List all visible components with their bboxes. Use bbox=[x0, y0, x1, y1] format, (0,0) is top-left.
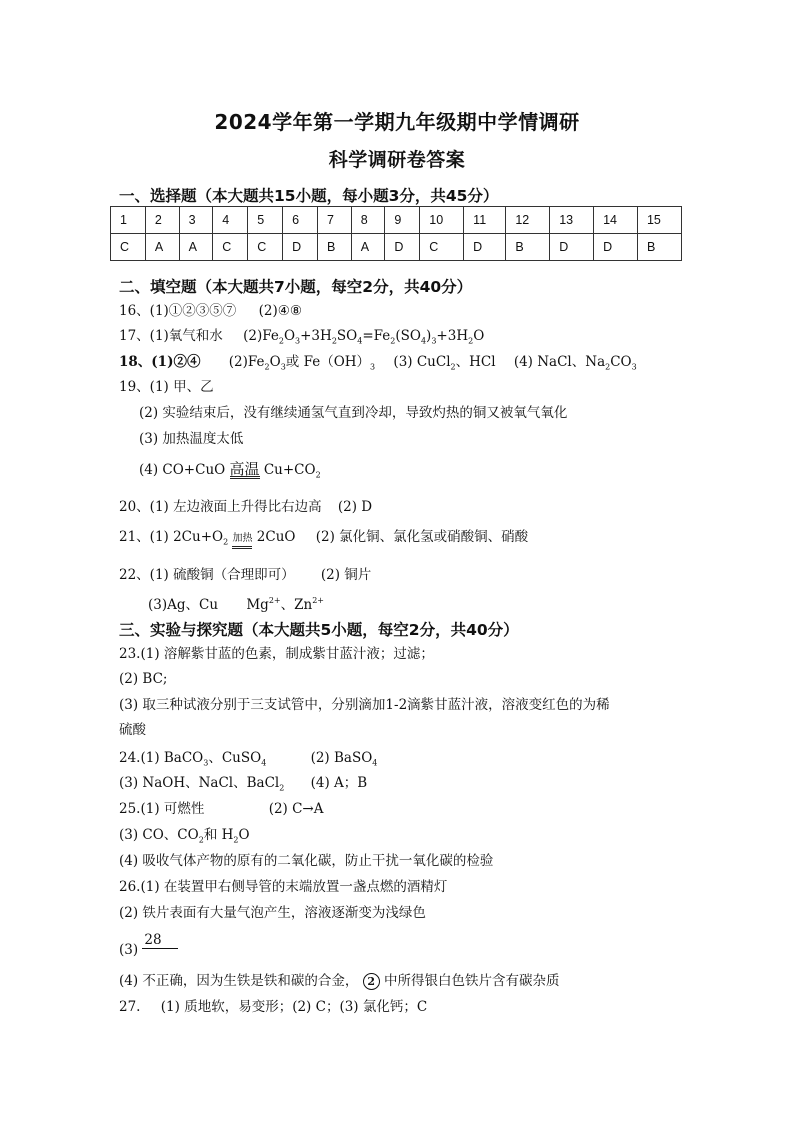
question-number-cell: 6 bbox=[283, 207, 318, 234]
question-number-cell: 1 bbox=[111, 207, 146, 234]
question-number-cell: 3 bbox=[179, 207, 213, 234]
answer-cell: D bbox=[594, 234, 638, 261]
answer-q24-row1: 24.(1) BaCO$_3$、CuSO$_4$ (2) BaSO$_4$ bbox=[119, 750, 378, 768]
answer-cell: B bbox=[506, 234, 550, 261]
answer-q24-row2: (3) NaOH、NaCl、BaCl$_2$ (4) A；B bbox=[119, 775, 368, 793]
answer-cell: A bbox=[145, 234, 179, 261]
reaction-condition-heat: 加热 bbox=[232, 532, 252, 549]
answer-q22-1: 22、(1) 硫酸铜（合理即可） (2) 铜片 bbox=[119, 567, 372, 583]
equation-q17: $(2)Fe_2O_3+3H_2SO_4=Fe_2(SO_4)_3+3H_2O$ bbox=[243, 328, 485, 346]
answer-q18: 18、(1)②④ $(2)Fe_2O_3$或 $Fe(OH)_3$ (3) CuCl$_2$、HCl (4) NaCl、$Na_2CO_3$ bbox=[119, 354, 637, 372]
fraction-numerator: 28 bbox=[142, 932, 177, 949]
answer-q19-2: (2) 实验结束后，没有继续通氢气直到冷却，导致灼热的铜又被氧气氧化 bbox=[139, 405, 568, 421]
answer-q27: 27. (1) 质地软，易变形；(2) C；(3) 氯化钙；C bbox=[119, 999, 428, 1015]
question-number-row bbox=[111, 207, 682, 234]
question-number-cell: 8 bbox=[351, 207, 385, 234]
section3-heading: 三、实验与探究题（本大题共5小题，每空2分，共40分） bbox=[119, 621, 519, 639]
answer-q25-row1: 25.(1) 可燃性 (2) C→A bbox=[119, 801, 324, 817]
answer-cell: C bbox=[248, 234, 283, 261]
answer-cell: B bbox=[318, 234, 352, 261]
answer-q25-row2: (3) CO、$CO_2$和 $H_2O$ bbox=[119, 827, 250, 845]
question-number-cell: 15 bbox=[637, 207, 681, 234]
question-number-cell: 9 bbox=[385, 207, 420, 234]
answer-cell: C bbox=[111, 234, 146, 261]
answer-q22-3: (3)Ag、Cu $Mg^{2+}$、$Zn^{2+}$ bbox=[148, 596, 324, 613]
answer-q25-row3: (4) 吸收气体产物的原有的二氧化碳，防止干扰一氧化碳的检验 bbox=[119, 853, 494, 869]
question-number-cell: 2 bbox=[145, 207, 179, 234]
answer-q26-2: (2) 铁片表面有大量气泡产生，溶液逐渐变为浅绿色 bbox=[119, 905, 426, 921]
answer-q26-4: (4) 不正确，因为生铁是铁和碳的合金， 2 中所得银白色铁片含有碳杂质 bbox=[119, 973, 560, 989]
answer-q23-3: (3) 取三种试液分别于三支试管中，分别滴加1-2滴紫甘蓝汁液，溶液变红色的为稀 bbox=[119, 697, 610, 713]
document-title: 2024学年第一学期九年级期中学情调研 bbox=[214, 110, 580, 134]
answer-q26-1: 26.(1) 在装置甲右侧导管的末端放置一盏点燃的酒精灯 bbox=[119, 879, 448, 895]
section1-heading: 一、选择题（本大题共15小题，每小题3分，共45分） bbox=[119, 187, 499, 205]
answer-cell: D bbox=[283, 234, 318, 261]
answer-q17: 17、(1)氧气和水 $(2)Fe_2O_3+3H_2SO_4=Fe_2(SO_4)_3+3H_2O$ bbox=[119, 327, 484, 351]
answer-q19-4: (4) CO+CuO 高温 $Cu+CO_2$ bbox=[139, 460, 321, 480]
answer-cell: B bbox=[637, 234, 681, 261]
answer-cell: A bbox=[351, 234, 385, 261]
answer-cell: D bbox=[464, 234, 506, 261]
answer-q26-3: (3) 28 bbox=[119, 932, 178, 959]
question-number-cell: 7 bbox=[318, 207, 352, 234]
answer-q23-1: 23.(1) 溶解紫甘蓝的色素，制成紫甘蓝汁液；过滤； bbox=[119, 646, 434, 662]
question-number-cell: 11 bbox=[464, 207, 506, 234]
answer-cell: C bbox=[213, 234, 248, 261]
answer-q23-4: 硫酸 bbox=[119, 722, 146, 738]
question-number-cell: 10 bbox=[420, 207, 464, 234]
answer-cell: A bbox=[179, 234, 213, 261]
question-number-cell: 12 bbox=[506, 207, 550, 234]
answer-cell: D bbox=[385, 234, 420, 261]
circled-number-2: 2 bbox=[363, 973, 380, 990]
answer-cell: C bbox=[420, 234, 464, 261]
answer-row bbox=[111, 234, 682, 261]
answer-q16: 16、(1)①②③⑤⑦ (2)④⑧ bbox=[119, 303, 302, 319]
question-number-cell: 14 bbox=[594, 207, 638, 234]
section2-heading: 二、填空题（本大题共7小题，每空2分，共40分） bbox=[119, 278, 473, 296]
answer-q23-2: (2) BC; bbox=[119, 671, 168, 687]
question-number-cell: 5 bbox=[248, 207, 283, 234]
answer-q21: 21、(1) $2Cu+O_2$ 加热 2CuO (2) 氯化铜、氯化氢或硝酸铜、硝酸 bbox=[119, 528, 528, 552]
reaction-condition-high-temp: 高温 bbox=[229, 460, 260, 478]
multiple-choice-answer-table bbox=[110, 206, 682, 261]
document-subtitle: 科学调研卷答案 bbox=[328, 149, 466, 171]
answer-cell: D bbox=[550, 234, 594, 261]
answer-q20: 20、(1) 左边液面上升得比右边高 (2) D bbox=[119, 499, 373, 515]
question-number-cell: 4 bbox=[213, 207, 248, 234]
answer-q19-3: (3) 加热温度太低 bbox=[139, 431, 244, 447]
answer-q19-1: 19、(1) 甲、乙 bbox=[119, 379, 214, 395]
question-number-cell: 13 bbox=[550, 207, 594, 234]
